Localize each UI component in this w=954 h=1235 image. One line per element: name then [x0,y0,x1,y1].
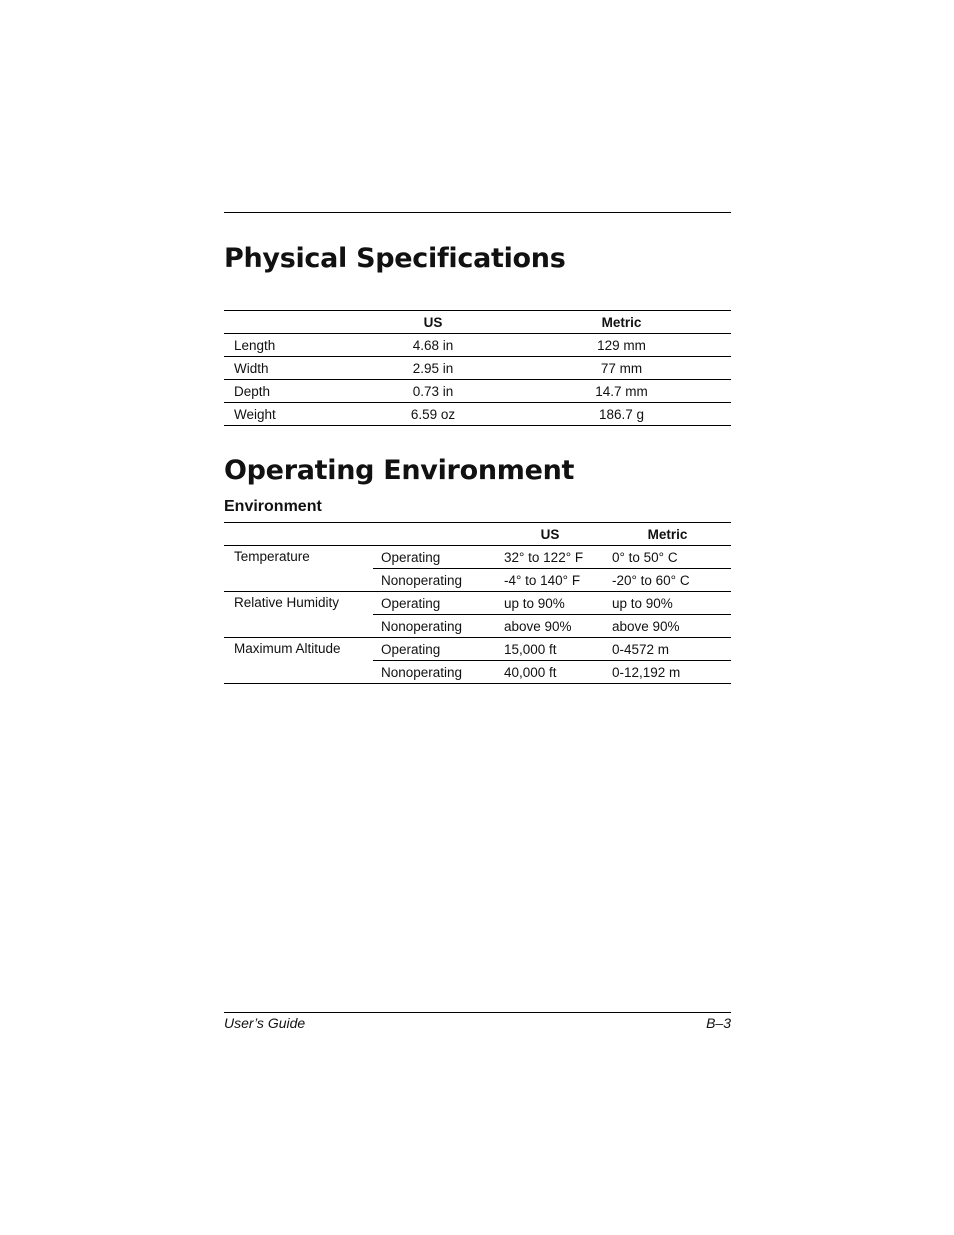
row-label: Length [234,337,276,353]
condition-cell: Operating [373,546,496,569]
us-value: above 90% [496,615,604,638]
metric-value: 14.7 mm [595,383,648,399]
group-label-temperature: Temperature [224,546,373,592]
column-header-us: US [423,314,443,330]
table-row [224,380,731,403]
condition-cell: Nonoperating [373,569,496,592]
table-row [224,403,731,426]
operating-environment-heading: Operating Environment [224,455,575,486]
metric-value: -20° to 60° C [604,569,731,592]
column-header-metric: Metric [601,314,642,330]
column-header-metric: Metric [647,526,688,542]
us-value: 0.73 in [412,383,454,399]
condition-cell: Nonoperating [373,661,496,684]
us-value: -4° to 140° F [496,569,604,592]
table-row [224,334,731,357]
table-row [224,546,731,569]
row-label: Depth [234,383,271,399]
environment-subheading: Environment [224,498,322,515]
us-value: up to 90% [496,592,604,615]
metric-value: 0-4572 m [604,638,731,661]
row-label: Width [234,360,269,376]
metric-value: 77 mm [600,360,643,376]
metric-value: up to 90% [604,592,731,615]
group-label-maximum-altitude: Maximum Altitude [224,638,373,684]
condition-cell: Operating [373,592,496,615]
table-header-row [224,523,731,546]
us-value: 6.59 oz [410,406,456,422]
footer-rule [224,1012,731,1013]
us-value: 15,000 ft [496,638,604,661]
metric-value: 0° to 50° C [604,546,731,569]
metric-value: 0-12,192 m [604,661,731,684]
metric-value: 186.7 g [598,406,645,422]
column-header [224,311,354,334]
column-header-us: US [540,526,560,542]
table-header-row [224,311,731,334]
condition-cell: Nonoperating [373,615,496,638]
footer-guide-title: User’s Guide [224,1015,306,1031]
top-rule [224,212,731,213]
metric-value: 129 mm [597,337,646,353]
us-value: 32° to 122° F [496,546,604,569]
group-label-relative-humidity: Relative Humidity [224,592,373,638]
physical-specifications-table [224,310,731,426]
physical-specifications-heading: Physical Specifications [224,243,566,274]
footer-page-number: B–3 [706,1015,731,1031]
us-value: 2.95 in [412,360,454,376]
us-value: 4.68 in [412,337,454,353]
table-row [224,638,731,661]
row-label: Weight [234,406,276,422]
us-value: 40,000 ft [496,661,604,684]
condition-cell: Operating [373,638,496,661]
metric-value: above 90% [604,615,731,638]
column-header [373,523,496,546]
table-row [224,592,731,615]
column-header [224,523,373,546]
table-row [224,357,731,380]
environment-table [224,522,731,684]
